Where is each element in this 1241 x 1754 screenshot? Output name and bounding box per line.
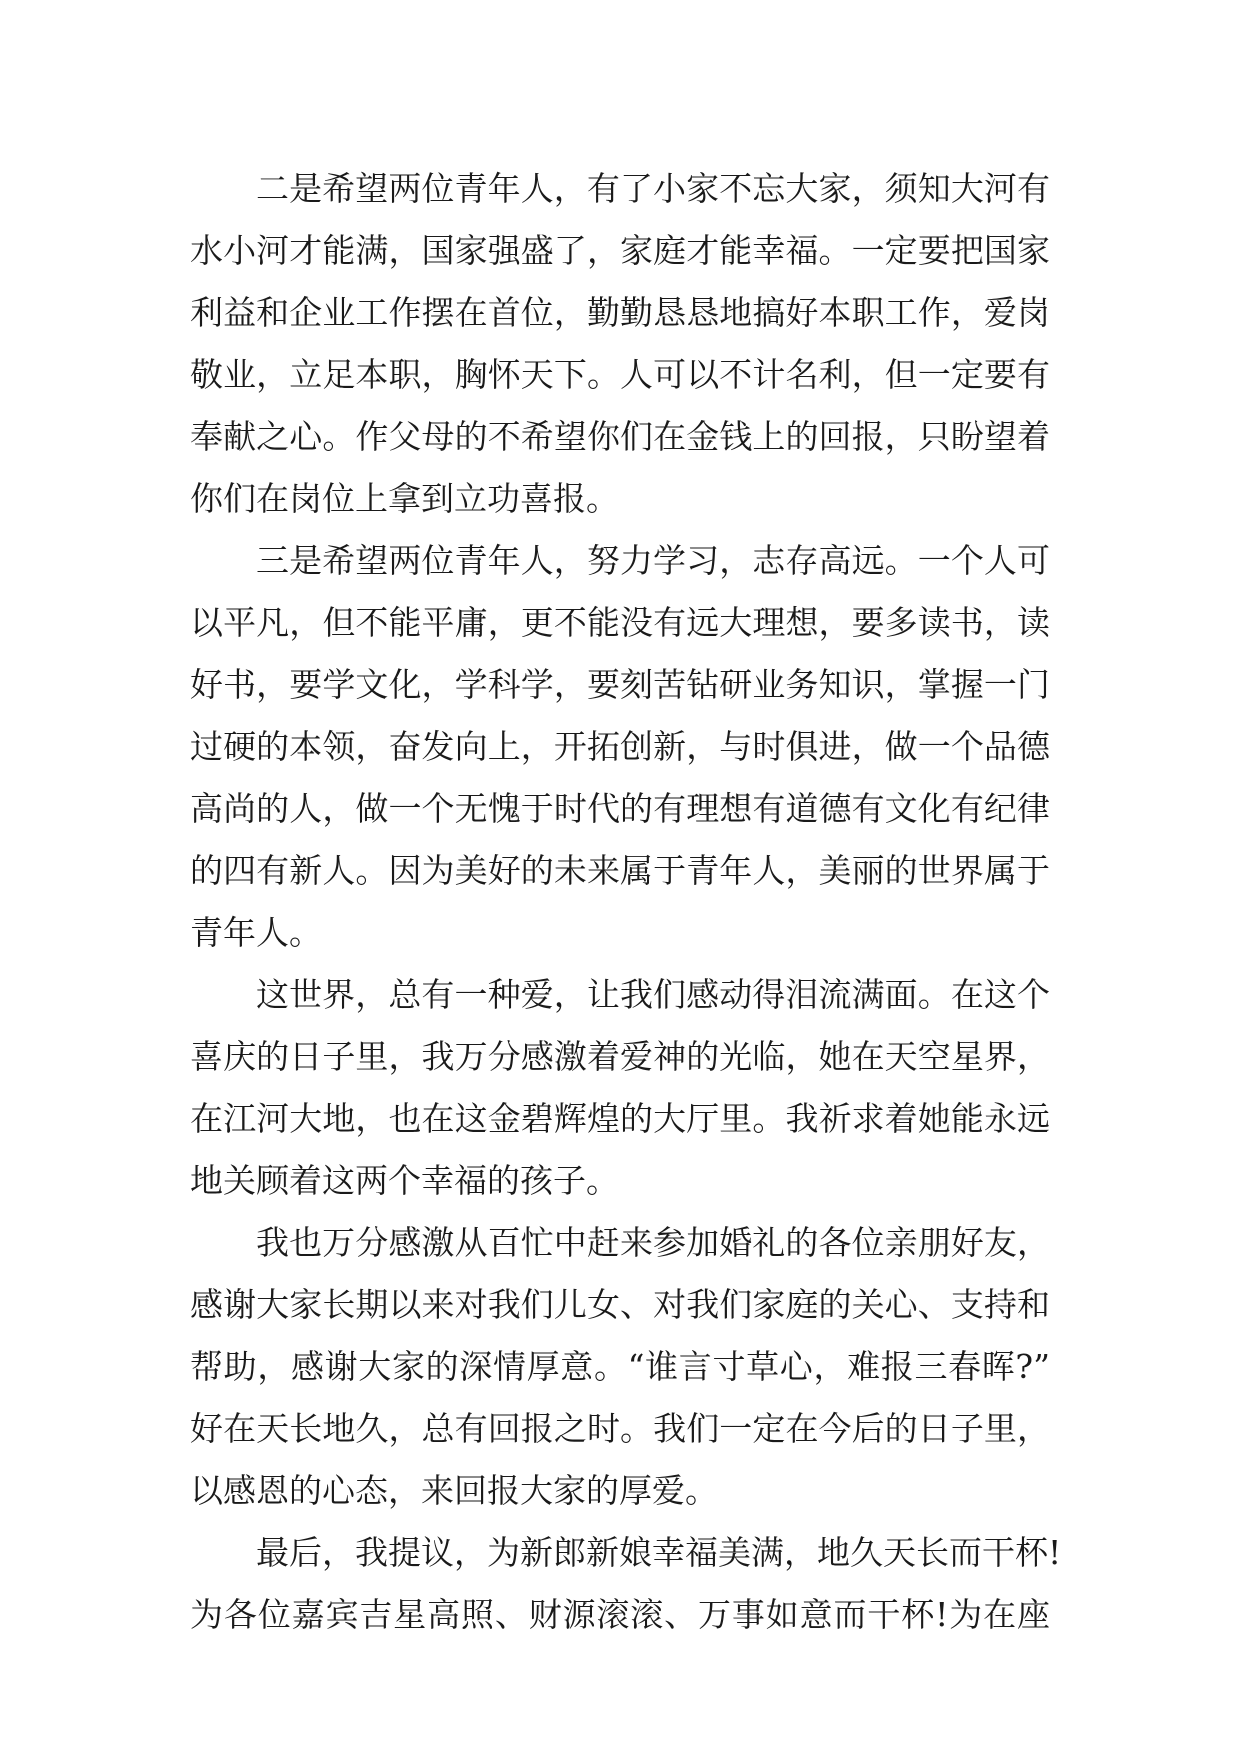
text-line: 喜庆的日子里，我万分感激着爱神的光临，她在天空星界， xyxy=(190,1037,1050,1076)
text-line: 我也万分感激从百忙中赶来参加婚礼的各位亲朋好友， xyxy=(256,1223,1050,1262)
text-line: 地关顾着这两个幸福的孩子。 xyxy=(190,1161,619,1200)
text-line: 三是希望两位青年人，努力学习，志存高远。一个人可 xyxy=(256,541,1050,580)
text-line: 你们在岗位上拿到立功喜报。 xyxy=(190,479,619,518)
paragraph-toast xyxy=(190,1522,1062,1646)
text-line: 过硬的本领，奋发向上，开拓创新，与时俱进，做一个品德 xyxy=(190,727,1050,766)
text-line: 高尚的人，做一个无愧于时代的有理想有道德有文化有纪律 xyxy=(190,789,1050,828)
text-line: 敬业，立足本职，胸怀天下。人可以不计名利，但一定要有 xyxy=(190,355,1050,394)
text-line: 青年人。 xyxy=(190,913,322,952)
text-line: 最后，我提议，为新郎新娘幸福美满，地久天长而干杯! xyxy=(256,1533,1062,1572)
text-line: 水小河才能满，国家强盛了，家庭才能幸福。一定要把国家 xyxy=(190,231,1050,270)
text-line: 好在天长地久，总有回报之时。我们一定在今后的日子里， xyxy=(190,1409,1050,1448)
text-line: 好书，要学文化，学科学，要刻苦钻研业务知识，掌握一门 xyxy=(190,665,1050,704)
text-line: 为各位嘉宾吉星高照、财源滚滚、万事如意而干杯!为在座 xyxy=(190,1595,1050,1634)
text-line: 利益和企业工作摆在首位，勤勤恳恳地搞好本职工作，爱岗 xyxy=(190,293,1050,332)
paragraph-gratitude xyxy=(190,1212,1050,1522)
text-line: 帮助，感谢大家的深情厚意。“谁言寸草心，难报三春晖?” xyxy=(190,1347,1050,1386)
text-line: 二是希望两位青年人，有了小家不忘大家，须知大河有 xyxy=(256,169,1050,208)
text-line: 以感恩的心态，来回报大家的厚爱。 xyxy=(190,1471,718,1510)
text-line: 在江河大地，也在这金碧辉煌的大厅里。我祈求着她能永远 xyxy=(190,1099,1050,1138)
text-line: 感谢大家长期以来对我们儿女、对我们家庭的关心、支持和 xyxy=(190,1285,1050,1324)
paragraph-third-wish xyxy=(190,530,1050,964)
text-line: 以平凡，但不能平庸，更不能没有远大理想，要多读书，读 xyxy=(190,603,1050,642)
paragraph-second-wish xyxy=(190,158,1050,530)
text-line: 奉献之心。作父母的不希望你们在金钱上的回报，只盼望着 xyxy=(190,417,1050,456)
text-line: 的四有新人。因为美好的未来属于青年人，美丽的世界属于 xyxy=(190,851,1050,890)
body-text xyxy=(190,158,1062,1646)
text-line: 这世界，总有一种爱，让我们感动得泪流满面。在这个 xyxy=(256,975,1050,1014)
paragraph-love xyxy=(190,964,1050,1212)
